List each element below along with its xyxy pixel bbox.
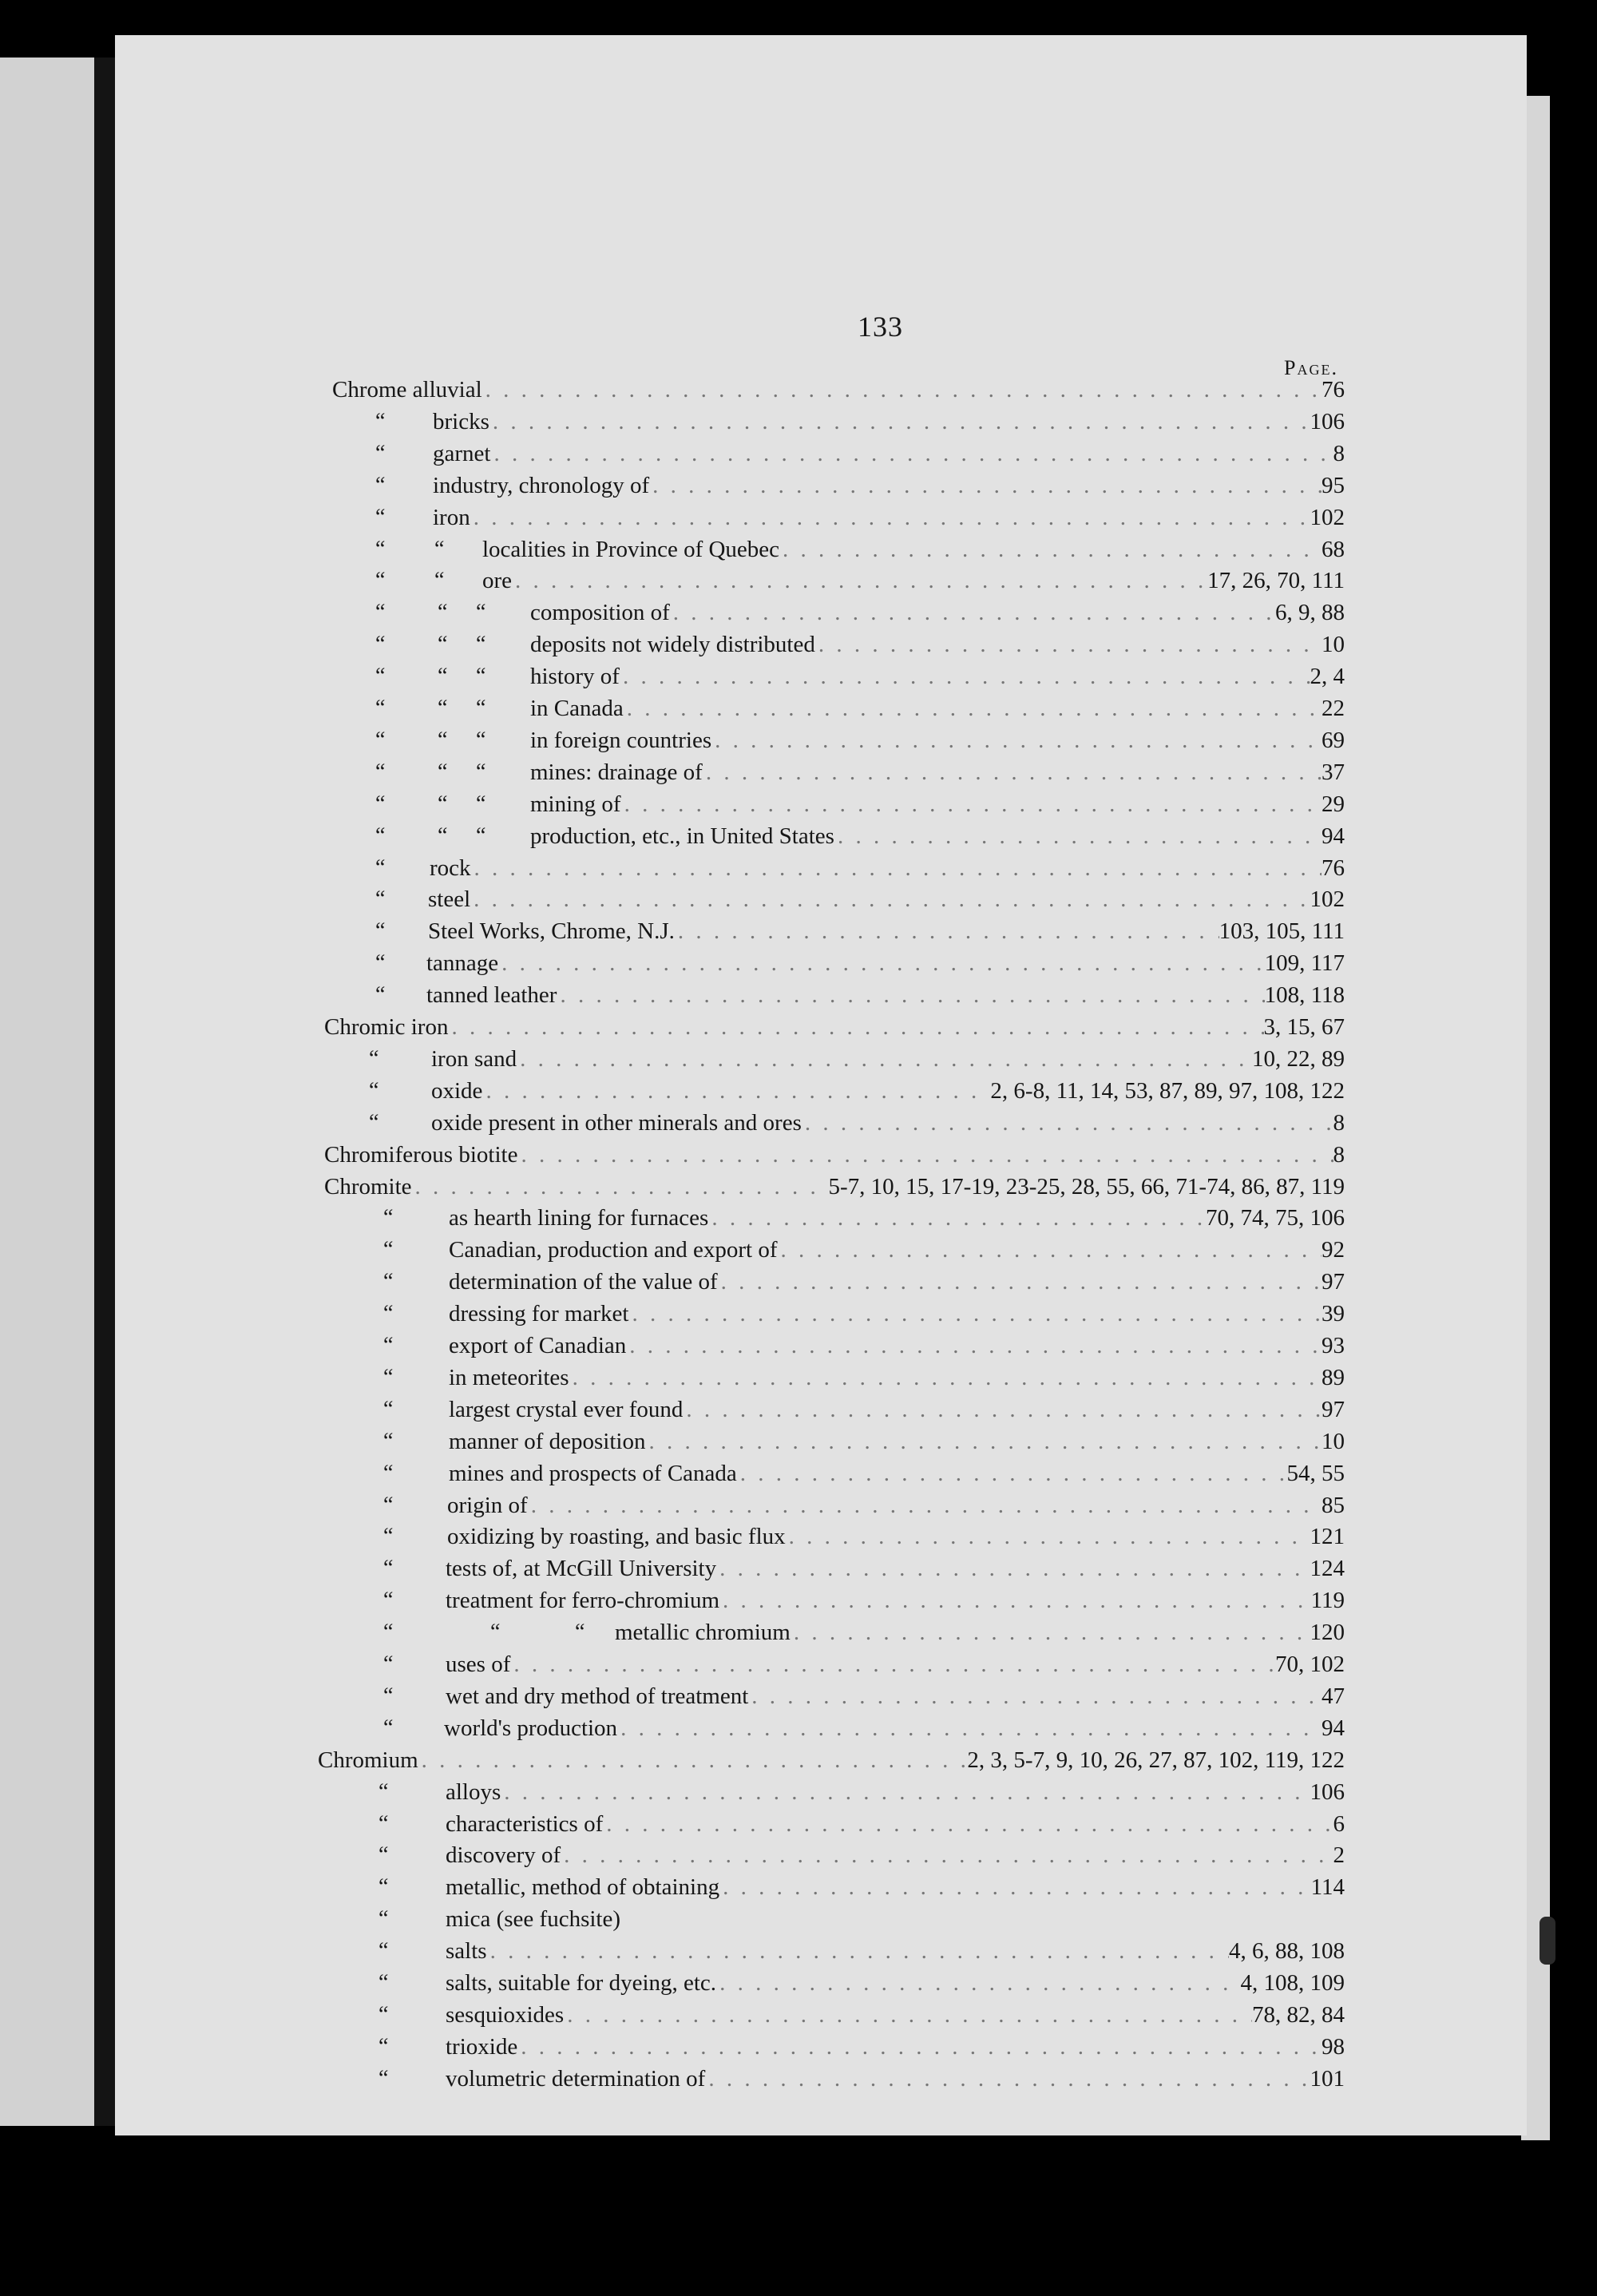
entry-pages: 102 (1310, 886, 1345, 912)
leader-dots (711, 728, 1322, 754)
ditto-mark: “ (476, 823, 486, 848)
leader-dots (620, 664, 1310, 690)
leader-dots (719, 1588, 1311, 1614)
entry-pages: 124 (1310, 1556, 1345, 1581)
leader-dots (448, 1014, 1263, 1041)
index-entry (115, 1524, 1527, 1556)
ditto-mark: “ (378, 2002, 389, 2027)
entry-pages: 17, 26, 70, 111 (1207, 568, 1345, 593)
index-entry (115, 441, 1527, 473)
leader-dots (489, 409, 1310, 435)
leader-dots (629, 1301, 1322, 1327)
leader-dots (705, 2066, 1310, 2092)
leader-dots (490, 441, 1333, 467)
entry-label: deposits not widely distributed (530, 632, 815, 657)
entry-pages: 8 (1333, 1110, 1345, 1136)
ditto-mark: “ (438, 728, 448, 752)
entry-label: oxidizing by roasting, and basic flux (447, 1524, 786, 1549)
leader-dots (802, 1110, 1333, 1136)
ditto-mark: “ (375, 600, 386, 625)
entry-label: Chrome alluvial (332, 377, 482, 402)
ditto-mark: “ (383, 1556, 394, 1580)
index-entry (115, 918, 1527, 950)
entry-pages: 6, 9, 88 (1275, 600, 1345, 625)
entry-label: mica (see fuchsite) (446, 1906, 621, 1932)
ditto-mark: “ (383, 1237, 394, 1262)
ditto-mark: “ (438, 759, 448, 784)
entry-pages: 2, 3, 5-7, 9, 10, 26, 27, 87, 102, 119, 122 (967, 1747, 1345, 1773)
ditto-mark: “ (383, 1269, 394, 1294)
entry-label: ore (482, 568, 513, 593)
entry-pages: 94 (1322, 1715, 1345, 1741)
index-entry (115, 664, 1527, 696)
index-entry (115, 1970, 1527, 2002)
entry-label: salts (446, 1938, 487, 1964)
ditto-mark: “ (383, 1588, 394, 1612)
ditto-mark: “ (378, 2066, 389, 2091)
ditto-mark: “ (476, 696, 486, 720)
index-entry (115, 1938, 1527, 1970)
leader-dots (569, 1365, 1322, 1391)
ditto-mark: “ (383, 1683, 394, 1708)
entry-pages: 10 (1322, 1429, 1345, 1454)
leader-dots (517, 1142, 1333, 1168)
entry-label: metallic chromium (615, 1620, 791, 1645)
leader-dots (815, 632, 1322, 658)
entry-pages: 39 (1322, 1301, 1345, 1326)
entry-label: manner of deposition (449, 1429, 646, 1454)
ditto-mark: “ (383, 1652, 394, 1676)
entry-pages: 8 (1333, 1142, 1345, 1168)
leader-dots (470, 505, 1310, 531)
entry-pages: 22 (1322, 696, 1345, 721)
entry-pages: 92 (1322, 1237, 1345, 1263)
entry-pages: 78, 82, 84 (1252, 2002, 1345, 2028)
entry-label: uses of (446, 1652, 511, 1677)
ditto-mark: “ (378, 1938, 389, 1963)
leader-dots (786, 1524, 1310, 1550)
ditto-mark: “ (369, 1046, 379, 1071)
index-entry (115, 1811, 1527, 1843)
entry-pages: 76 (1322, 855, 1345, 881)
leader-dots (683, 1397, 1322, 1423)
book-gutter (94, 57, 115, 2126)
leader-dots (626, 1333, 1322, 1359)
ditto-mark: “ (383, 1301, 394, 1326)
page-number: 133 (858, 311, 903, 343)
ditto-mark: “ (369, 1110, 379, 1135)
index-entry (115, 1174, 1527, 1206)
entry-pages: 54, 55 (1286, 1461, 1345, 1486)
page-column-header: Page. (1284, 356, 1338, 379)
index-entry (115, 886, 1527, 918)
entry-pages: 89 (1322, 1365, 1345, 1390)
index-entry (115, 1397, 1527, 1429)
index-entry (115, 950, 1527, 982)
index-entry (115, 2034, 1527, 2066)
ditto-mark: “ (375, 950, 386, 975)
index-entry (115, 568, 1527, 600)
index-entry (115, 1205, 1527, 1237)
leader-dots (482, 1078, 990, 1104)
entry-label: oxide present in other minerals and ores (431, 1110, 802, 1136)
leader-dots (670, 600, 1275, 626)
entry-pages: 70, 102 (1275, 1652, 1345, 1677)
index-entry (115, 505, 1527, 537)
entry-label: in foreign countries (530, 728, 712, 753)
entry-label: rock (430, 855, 471, 881)
entry-pages: 121 (1310, 1524, 1345, 1549)
ditto-mark: “ (476, 791, 486, 816)
entry-pages: 76 (1322, 377, 1345, 402)
ditto-mark: “ (375, 409, 386, 434)
entry-label: Chromiferous biotite (324, 1142, 518, 1168)
index-entry (115, 1014, 1527, 1046)
leader-dots (418, 1747, 968, 1774)
leader-dots (617, 1715, 1322, 1742)
entry-pages: 98 (1322, 2034, 1345, 2060)
entry-pages: 8 (1333, 441, 1345, 466)
leader-dots (703, 759, 1322, 786)
leader-dots (501, 1779, 1310, 1806)
entry-label: Chromic iron (324, 1014, 449, 1040)
ditto-mark: “ (383, 1493, 394, 1517)
ditto-mark: “ (375, 568, 386, 593)
ditto-mark: “ (375, 537, 386, 561)
ditto-mark: “ (378, 1842, 389, 1867)
entry-label: oxide (431, 1078, 483, 1104)
ditto-mark: “ (375, 759, 386, 784)
ditto-mark: “ (375, 632, 386, 656)
entry-pages: 69 (1322, 728, 1345, 753)
index-page (115, 35, 1527, 2135)
entry-pages: 68 (1322, 537, 1345, 562)
index-entry (115, 377, 1527, 409)
leader-dots (510, 1652, 1275, 1678)
entry-label: characteristics of (446, 1811, 604, 1837)
index-entry (115, 855, 1527, 887)
index-entry (115, 1842, 1527, 1874)
ditto-mark: “ (383, 1524, 394, 1549)
ditto-mark: “ (490, 1620, 501, 1644)
scan-artifact (1540, 1917, 1555, 1965)
leader-dots (649, 473, 1322, 499)
entry-label: treatment for ferro-chromium (446, 1588, 720, 1613)
entry-label: trioxide (446, 2034, 518, 2060)
index-entries (115, 35, 1527, 2135)
ditto-mark: “ (375, 728, 386, 752)
ditto-mark: “ (438, 664, 448, 688)
leader-dots (716, 1970, 1240, 1997)
ditto-mark: “ (375, 823, 386, 848)
entry-pages: 4, 6, 88, 108 (1229, 1938, 1345, 1964)
ditto-mark: “ (438, 791, 448, 816)
entry-pages: 102 (1310, 505, 1345, 530)
entry-pages: 29 (1322, 791, 1345, 817)
entry-label: Steel Works, Chrome, N.J. (428, 918, 675, 944)
leader-dots (779, 537, 1322, 563)
leader-dots (557, 982, 1264, 1009)
entry-pages: 2, 6-8, 11, 14, 53, 87, 89, 97, 108, 122 (990, 1078, 1345, 1104)
index-entry (115, 1747, 1527, 1779)
index-entry (115, 1779, 1527, 1811)
entry-pages: 101 (1310, 2066, 1345, 2092)
leader-dots (528, 1493, 1322, 1519)
entry-label: largest crystal ever found (449, 1397, 684, 1422)
index-entry (115, 537, 1527, 569)
entry-label: discovery of (446, 1842, 561, 1868)
entry-pages: 85 (1322, 1493, 1345, 1518)
ditto-mark: “ (476, 632, 486, 656)
entry-label: steel (428, 886, 471, 912)
entry-label: as hearth lining for furnaces (449, 1205, 709, 1231)
leader-dots (487, 1938, 1229, 1965)
entry-pages: 106 (1310, 1779, 1345, 1805)
entry-label: salts, suitable for dyeing, etc. (446, 1970, 717, 1996)
ditto-mark: “ (434, 568, 445, 593)
index-entry (115, 1874, 1527, 1906)
ditto-mark: “ (575, 1620, 585, 1644)
ditto-mark: “ (375, 696, 386, 720)
index-entry (115, 2002, 1527, 2034)
ditto-mark: “ (378, 1906, 389, 1931)
entry-label: Chromium (318, 1747, 418, 1773)
ditto-mark: “ (369, 1078, 379, 1103)
ditto-mark: “ (476, 600, 486, 625)
leader-dots (561, 1842, 1333, 1869)
entry-pages: 70, 74, 75, 106 (1206, 1205, 1345, 1231)
entry-pages: 94 (1322, 823, 1345, 849)
index-entry (115, 473, 1527, 505)
index-entry (115, 1046, 1527, 1078)
ditto-mark: “ (383, 1620, 394, 1644)
index-entry (115, 791, 1527, 823)
ditto-mark: “ (378, 1779, 389, 1804)
ditto-mark: “ (383, 1461, 394, 1485)
leader-dots (719, 1874, 1310, 1901)
entry-label: determination of the value of (449, 1269, 718, 1295)
leader-dots (834, 823, 1322, 850)
leader-dots (791, 1620, 1310, 1646)
index-entry (115, 1365, 1527, 1397)
ditto-mark: “ (375, 855, 386, 880)
entry-label: world's production (444, 1715, 618, 1741)
entry-label: export of Canadian (449, 1333, 627, 1358)
ditto-mark: “ (375, 473, 386, 498)
ditto-mark: “ (375, 918, 386, 943)
leader-dots (645, 1429, 1322, 1455)
leader-dots (498, 950, 1264, 977)
leader-dots (470, 886, 1310, 913)
leader-dots (621, 791, 1322, 818)
entry-label: origin of (447, 1493, 528, 1518)
ditto-mark: “ (378, 1811, 389, 1836)
leader-dots (675, 918, 1219, 945)
ditto-mark: “ (438, 632, 448, 656)
entry-label: industry, chronology of (433, 473, 650, 498)
ditto-mark: “ (476, 759, 486, 784)
ditto-mark: “ (375, 791, 386, 816)
entry-pages: 97 (1322, 1269, 1345, 1295)
entry-label: iron (433, 505, 470, 530)
adjacent-page-edge (0, 57, 102, 2126)
ditto-mark: “ (375, 886, 386, 911)
entry-pages: 109, 117 (1264, 950, 1345, 976)
entry-pages: 10, 22, 89 (1252, 1046, 1345, 1072)
entry-pages: 106 (1310, 409, 1345, 434)
ditto-mark: “ (434, 537, 445, 561)
entry-pages: 108, 118 (1264, 982, 1345, 1008)
leader-dots (737, 1461, 1287, 1487)
leader-dots (624, 696, 1322, 722)
index-entry (115, 1906, 1527, 1938)
leader-dots (603, 1811, 1333, 1838)
ditto-mark: “ (378, 1874, 389, 1899)
ditto-mark: “ (438, 823, 448, 848)
index-entry (115, 1493, 1527, 1525)
entry-pages: 5-7, 10, 15, 17-19, 23-25, 28, 55, 66, 71-74, 86, 87, 119 (828, 1174, 1345, 1200)
ditto-mark: “ (378, 2034, 389, 2059)
entry-label: wet and dry method of treatment (446, 1683, 749, 1709)
index-entry (115, 632, 1527, 664)
ditto-mark: “ (383, 1397, 394, 1422)
ditto-mark: “ (375, 982, 386, 1007)
index-entry (115, 1142, 1527, 1174)
index-entry (115, 1588, 1527, 1620)
ditto-mark: “ (375, 664, 386, 688)
entry-pages: 37 (1322, 759, 1345, 785)
index-entry (115, 2066, 1527, 2098)
entry-pages: 2 (1333, 1842, 1345, 1868)
index-entry (115, 409, 1527, 441)
entry-pages: 47 (1322, 1683, 1345, 1709)
leader-dots (718, 1269, 1322, 1295)
ditto-mark: “ (383, 1715, 394, 1740)
ditto-mark: “ (383, 1365, 394, 1390)
index-entry (115, 1301, 1527, 1333)
index-entry (115, 600, 1527, 632)
entry-pages: 3, 15, 67 (1263, 1014, 1345, 1040)
leader-dots (748, 1683, 1322, 1710)
entry-label: garnet (433, 441, 491, 466)
entry-pages: 114 (1310, 1874, 1345, 1900)
entry-label: alloys (446, 1779, 501, 1805)
entry-label: Chromite (324, 1174, 412, 1200)
entry-label: tests of, at McGill University (446, 1556, 717, 1581)
entry-label: volumetric determination of (446, 2066, 706, 2092)
index-entry (115, 1429, 1527, 1461)
index-entry (115, 1237, 1527, 1269)
entry-pages: 6 (1333, 1811, 1345, 1837)
entry-label: bricks (433, 409, 489, 434)
entry-label: sesquioxides (446, 2002, 565, 2028)
entry-label: tanned leather (426, 982, 557, 1008)
leader-dots (482, 377, 1322, 403)
entry-label: in meteorites (449, 1365, 569, 1390)
entry-label: history of (530, 664, 620, 689)
index-entry (115, 1683, 1527, 1715)
ditto-mark: “ (378, 1970, 389, 1995)
entry-label: localities in Province of Quebec (482, 537, 780, 562)
index-entry (115, 982, 1527, 1014)
entry-label: metallic, method of obtaining (446, 1874, 720, 1900)
entry-label: production, etc., in United States (530, 823, 834, 849)
leader-dots (778, 1237, 1322, 1263)
index-entry (115, 1110, 1527, 1142)
index-entry (115, 823, 1527, 855)
ditto-mark: “ (476, 664, 486, 688)
entry-label: composition of (530, 600, 670, 625)
index-entry (115, 1078, 1527, 1110)
index-entry (115, 1269, 1527, 1301)
index-entry (115, 1461, 1527, 1493)
leader-dots (517, 1046, 1252, 1073)
entry-pages: 10 (1322, 632, 1345, 657)
entry-pages: 103, 105, 111 (1219, 918, 1345, 944)
entry-pages: 95 (1322, 473, 1345, 498)
entry-label: iron sand (431, 1046, 517, 1072)
entry-pages: 2, 4 (1310, 664, 1345, 689)
entry-label: mines: drainage of (530, 759, 703, 785)
index-entry (115, 696, 1527, 728)
index-entry (115, 759, 1527, 791)
leader-dots (512, 568, 1207, 594)
ditto-mark: “ (476, 728, 486, 752)
ditto-mark: “ (438, 696, 448, 720)
ditto-mark: “ (383, 1429, 394, 1453)
leader-dots (471, 855, 1322, 882)
leader-dots (412, 1174, 829, 1200)
index-entry (115, 1620, 1527, 1652)
ditto-mark: “ (375, 505, 386, 529)
leader-dots (716, 1556, 1310, 1582)
entry-pages: 120 (1310, 1620, 1345, 1645)
leader-dots (517, 2034, 1322, 2060)
entry-label: dressing for market (449, 1301, 629, 1326)
ditto-mark: “ (383, 1333, 394, 1358)
entry-pages: 119 (1310, 1588, 1345, 1613)
entry-pages: 97 (1322, 1397, 1345, 1422)
index-entry (115, 728, 1527, 759)
ditto-mark: “ (438, 600, 448, 625)
ditto-mark: “ (375, 441, 386, 466)
ditto-mark: “ (383, 1205, 394, 1230)
entry-label: mines and prospects of Canada (449, 1461, 737, 1486)
entry-label: tannage (426, 950, 499, 976)
index-entry (115, 1333, 1527, 1365)
leader-dots (564, 2002, 1252, 2028)
entry-label: in Canada (530, 696, 624, 721)
index-entry (115, 1556, 1527, 1588)
index-entry (115, 1715, 1527, 1747)
index-entry (115, 1652, 1527, 1683)
entry-label: Canadian, production and export of (449, 1237, 778, 1263)
leader-dots (708, 1205, 1206, 1231)
entry-pages: 93 (1322, 1333, 1345, 1358)
entry-label: mining of (530, 791, 621, 817)
entry-pages: 4, 108, 109 (1240, 1970, 1345, 1996)
